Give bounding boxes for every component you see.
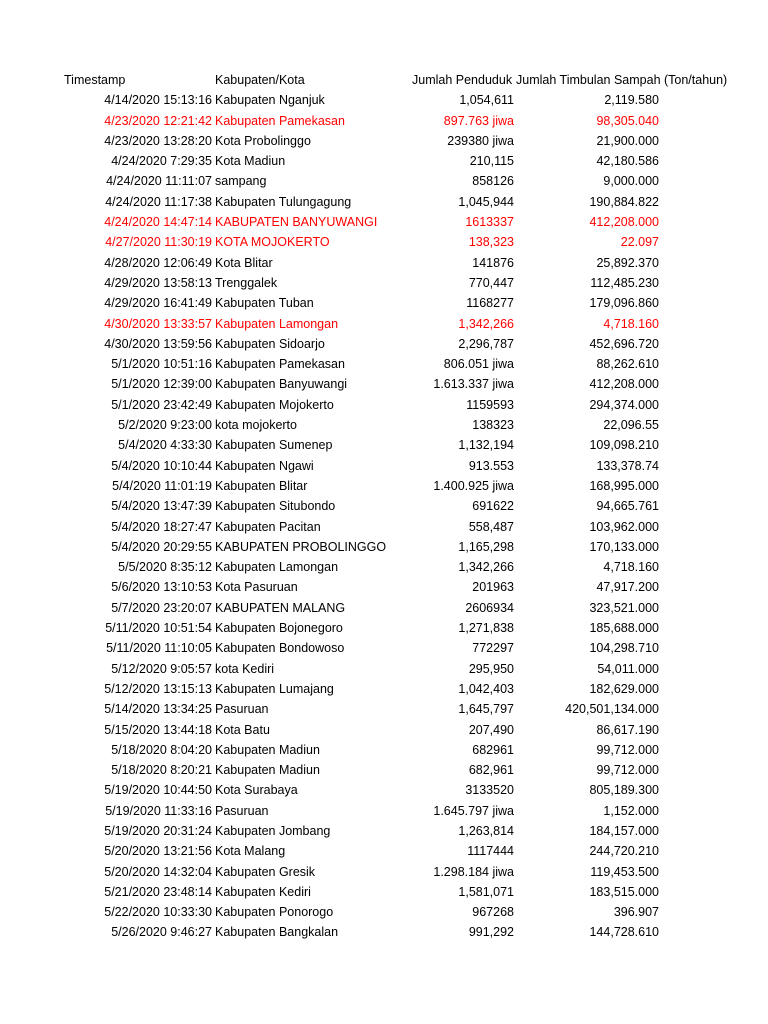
cell-kabupaten: Kabupaten Blitar (215, 478, 308, 493)
cell-sampah: 86,617.190 (596, 722, 659, 737)
cell-sampah: 294,374.000 (589, 397, 659, 412)
table-row (0, 577, 768, 597)
table-row (0, 293, 768, 313)
cell-jumlah-penduduk: 1.400.925 jiwa (433, 478, 514, 493)
cell-jumlah-penduduk: 1,165,298 (458, 539, 514, 554)
cell-timestamp: 4/24/2020 11:17:38 (105, 194, 212, 209)
cell-sampah: 179,096.860 (589, 296, 659, 311)
cell-timestamp: 5/11/2020 11:10:05 (106, 641, 212, 656)
cell-sampah: 21,900.000 (596, 133, 659, 148)
table-row (0, 253, 768, 273)
cell-timestamp: 4/23/2020 12:21:42 (104, 113, 212, 128)
cell-jumlah-penduduk: 3133520 (465, 783, 514, 798)
cell-jumlah-penduduk: 682961 (472, 742, 514, 757)
cell-timestamp: 5/26/2020 9:46:27 (111, 925, 212, 940)
cell-timestamp: 5/4/2020 18:27:47 (111, 519, 212, 534)
cell-sampah: 184,157.000 (589, 823, 659, 838)
cell-sampah: 104,298.710 (589, 641, 659, 656)
cell-jumlah-penduduk: 770,447 (468, 275, 514, 290)
cell-jumlah-penduduk: 967268 (472, 905, 514, 920)
cell-jumlah-penduduk: 1,342,266 (458, 560, 514, 575)
cell-jumlah-penduduk: 138323 (472, 418, 514, 433)
cell-timestamp: 5/4/2020 4:33:30 (118, 438, 212, 453)
cell-timestamp: 5/4/2020 20:29:55 (111, 539, 212, 554)
table-row (0, 314, 768, 334)
header-timestamp: Timestamp (64, 73, 126, 87)
cell-timestamp: 5/4/2020 11:01:19 (112, 478, 212, 493)
cell-jumlah-penduduk: 239380 jiwa (447, 133, 514, 148)
cell-sampah: 4,718.160 (603, 560, 659, 575)
table-row (0, 841, 768, 861)
cell-jumlah-penduduk: 772297 (472, 641, 514, 656)
cell-jumlah-penduduk: 1,042,403 (458, 681, 514, 696)
table-row (0, 638, 768, 658)
cell-jumlah-penduduk: 1,645,797 (458, 702, 514, 717)
cell-jumlah-penduduk: 806.051 jiwa (443, 357, 514, 372)
cell-timestamp: 5/14/2020 13:34:25 (104, 702, 212, 717)
table-row (0, 598, 768, 618)
cell-timestamp: 5/22/2020 10:33:30 (104, 905, 212, 920)
cell-kabupaten: kota Kediri (215, 661, 275, 676)
cell-jumlah-penduduk: 1,342,266 (458, 316, 514, 331)
cell-kabupaten: KABUPATEN PROBOLINGGO (215, 539, 387, 554)
table-row (0, 354, 768, 374)
cell-kabupaten: Kabupaten Gresik (215, 864, 316, 879)
cell-sampah: 99,712.000 (596, 763, 659, 778)
cell-sampah: 168,995.000 (589, 478, 659, 493)
cell-sampah: 98,305.040 (596, 113, 659, 128)
cell-kabupaten: Kabupaten Mojokerto (215, 397, 334, 412)
cell-timestamp: 5/1/2020 12:39:00 (111, 377, 212, 392)
cell-timestamp: 4/28/2020 12:06:49 (104, 255, 212, 270)
cell-jumlah-penduduk: 1,263,814 (458, 823, 514, 838)
cell-timestamp: 5/18/2020 8:04:20 (111, 742, 212, 757)
cell-jumlah-penduduk: 558,487 (468, 519, 514, 534)
cell-sampah: 25,892.370 (596, 255, 659, 270)
cell-timestamp: 4/24/2020 11:11:07 (106, 174, 212, 189)
table-row (0, 171, 768, 191)
table-row (0, 902, 768, 922)
cell-timestamp: 5/19/2020 20:31:24 (104, 823, 212, 838)
cell-timestamp: 4/30/2020 13:59:56 (104, 336, 212, 351)
cell-kabupaten: Kota Blitar (215, 255, 273, 270)
cell-jumlah-penduduk: 858126 (472, 174, 514, 189)
cell-kabupaten: Kabupaten Banyuwangi (215, 377, 348, 392)
cell-sampah: 1,152.000 (603, 803, 659, 818)
cell-sampah: 244,720.210 (589, 844, 659, 859)
cell-sampah: 185,688.000 (589, 621, 659, 636)
cell-sampah: 54,011.000 (597, 661, 659, 676)
table-row (0, 496, 768, 516)
cell-sampah: 99,712.000 (596, 742, 659, 757)
header-row (0, 70, 768, 90)
table-row (0, 740, 768, 760)
cell-sampah: 22,096.55 (603, 418, 659, 433)
cell-timestamp: 5/19/2020 10:44:50 (104, 783, 212, 798)
cell-timestamp: 5/12/2020 9:05:57 (111, 661, 212, 676)
table-row (0, 801, 768, 821)
header-jumlah-penduduk: Jumlah Penduduk (412, 73, 513, 87)
cell-kabupaten: Trenggalek (215, 275, 278, 290)
cell-timestamp: 5/6/2020 13:10:53 (111, 580, 212, 595)
cell-kabupaten: Kabupaten Bondowoso (215, 641, 345, 656)
cell-jumlah-penduduk: 1159593 (466, 397, 514, 412)
cell-kabupaten: Kabupaten Bojonegoro (215, 621, 343, 636)
cell-sampah: 183,515.000 (589, 884, 659, 899)
cell-timestamp: 4/30/2020 13:33:57 (104, 316, 212, 331)
cell-jumlah-penduduk: 295,950 (468, 661, 514, 676)
cell-jumlah-penduduk: 1613337 (465, 215, 514, 230)
table-row (0, 476, 768, 496)
cell-kabupaten: kota mojokerto (215, 418, 297, 433)
cell-kabupaten: Kabupaten Sumenep (215, 438, 333, 453)
header-kabupaten: Kabupaten/Kota (215, 73, 305, 87)
cell-sampah: 42,180.586 (596, 154, 659, 169)
cell-jumlah-penduduk: 1.298.184 jiwa (433, 864, 514, 879)
cell-sampah: 9,000.000 (603, 174, 659, 189)
table-row (0, 537, 768, 557)
cell-kabupaten: Kabupaten Tulungagung (215, 194, 352, 209)
table-row (0, 922, 768, 942)
table-row (0, 720, 768, 740)
cell-kabupaten: Kabupaten Jombang (215, 823, 331, 838)
cell-timestamp: 4/29/2020 13:58:13 (104, 275, 212, 290)
cell-kabupaten: KABUPATEN MALANG (215, 600, 346, 615)
table-row (0, 273, 768, 293)
table-row (0, 862, 768, 882)
cell-sampah: 144,728.610 (589, 925, 659, 940)
table-row (0, 882, 768, 902)
cell-jumlah-penduduk: 207,490 (468, 722, 514, 737)
cell-timestamp: 5/11/2020 10:51:54 (105, 621, 212, 636)
cell-kabupaten: Kabupaten Bangkalan (215, 925, 339, 940)
cell-sampah: 190,884.822 (589, 194, 659, 209)
cell-sampah: 94,665.761 (596, 499, 659, 514)
cell-sampah: 47,917.200 (596, 580, 659, 595)
table-row (0, 415, 768, 435)
cell-kabupaten: Kabupaten Madiun (215, 742, 320, 757)
cell-jumlah-penduduk: 897.763 jiwa (443, 113, 514, 128)
cell-timestamp: 5/5/2020 8:35:12 (118, 560, 212, 575)
cell-sampah: 170,133.000 (589, 539, 659, 554)
cell-jumlah-penduduk: 1168277 (466, 296, 514, 311)
cell-sampah: 412,208.000 (589, 215, 659, 230)
cell-kabupaten: sampang (215, 174, 267, 189)
cell-sampah: 412,208.000 (589, 377, 659, 392)
table-row (0, 192, 768, 212)
table-body (0, 90, 768, 942)
table-row (0, 618, 768, 638)
table-row (0, 435, 768, 455)
cell-sampah: 420,501,134.000 (565, 702, 659, 717)
table-row (0, 821, 768, 841)
cell-kabupaten: KOTA MOJOKERTO (215, 235, 330, 250)
table-row (0, 232, 768, 252)
table-row (0, 557, 768, 577)
cell-timestamp: 5/20/2020 14:32:04 (104, 864, 212, 879)
cell-sampah: 109,098.210 (589, 438, 659, 453)
header-sampah: Jumlah Timbulan Sampah (Ton/tahun) (516, 73, 728, 87)
cell-timestamp: 5/20/2020 13:21:56 (104, 844, 212, 859)
cell-timestamp: 5/4/2020 10:10:44 (111, 458, 212, 473)
cell-sampah: 112,485.230 (590, 275, 659, 290)
cell-timestamp: 5/1/2020 10:51:16 (111, 357, 212, 372)
cell-jumlah-penduduk: 1.645.797 jiwa (433, 803, 514, 818)
cell-kabupaten: Kabupaten Pacitan (215, 519, 321, 534)
cell-jumlah-penduduk: 991,292 (468, 925, 514, 940)
cell-jumlah-penduduk: 1117444 (467, 844, 514, 859)
cell-timestamp: 4/27/2020 11:30:19 (105, 235, 212, 250)
cell-kabupaten: Kabupaten Pamekasan (215, 113, 345, 128)
cell-timestamp: 4/14/2020 15:13:16 (104, 93, 212, 108)
cell-sampah: 22.097 (620, 235, 659, 250)
cell-kabupaten: Kota Batu (215, 722, 270, 737)
table-row (0, 212, 768, 232)
cell-kabupaten: Kabupaten Lumajang (215, 681, 334, 696)
cell-kabupaten: Kota Surabaya (215, 783, 298, 798)
table-row (0, 334, 768, 354)
cell-timestamp: 4/24/2020 14:47:14 (104, 215, 212, 230)
cell-kabupaten: Kota Madiun (215, 154, 286, 169)
cell-jumlah-penduduk: 2606934 (465, 600, 514, 615)
cell-sampah: 4,718.160 (603, 316, 659, 331)
cell-sampah: 452,696.720 (589, 336, 659, 351)
cell-jumlah-penduduk: 210,115 (469, 154, 514, 169)
cell-jumlah-penduduk: 201963 (472, 580, 514, 595)
cell-jumlah-penduduk: 1,045,944 (458, 194, 514, 209)
cell-timestamp: 5/19/2020 11:33:16 (105, 803, 212, 818)
cell-sampah: 396.907 (613, 905, 659, 920)
cell-kabupaten: Kota Probolinggo (215, 133, 311, 148)
cell-kabupaten: KABUPATEN BANYUWANGI (215, 215, 378, 230)
cell-sampah: 182,629.000 (589, 681, 659, 696)
table-row (0, 659, 768, 679)
cell-kabupaten: Pasuruan (215, 803, 269, 818)
cell-kabupaten: Kabupaten Madiun (215, 763, 320, 778)
cell-kabupaten: Kota Pasuruan (215, 580, 298, 595)
cell-timestamp: 5/21/2020 23:48:14 (104, 884, 212, 899)
table-row (0, 456, 768, 476)
cell-kabupaten: Kabupaten Nganjuk (215, 93, 325, 108)
cell-kabupaten: Kabupaten Tuban (215, 296, 314, 311)
cell-jumlah-penduduk: 138,323 (468, 235, 514, 250)
cell-timestamp: 4/29/2020 16:41:49 (104, 296, 212, 311)
cell-jumlah-penduduk: 1,271,838 (458, 621, 514, 636)
table-row (0, 131, 768, 151)
cell-kabupaten: Kabupaten Lamongan (215, 560, 339, 575)
cell-kabupaten: Kabupaten Ponorogo (215, 905, 334, 920)
cell-kabupaten: Pasuruan (215, 702, 269, 717)
cell-kabupaten: Kabupaten Situbondo (215, 499, 336, 514)
cell-timestamp: 5/1/2020 23:42:49 (111, 397, 212, 412)
table-row (0, 111, 768, 131)
cell-sampah: 119,453.500 (590, 864, 659, 879)
table-row (0, 151, 768, 171)
cell-timestamp: 5/2/2020 9:23:00 (118, 418, 212, 433)
cell-kabupaten: Kabupaten Ngawi (215, 458, 314, 473)
cell-timestamp: 5/18/2020 8:20:21 (111, 763, 212, 778)
table-row (0, 679, 768, 699)
cell-kabupaten: Kabupaten Kediri (215, 884, 311, 899)
cell-timestamp: 5/4/2020 13:47:39 (111, 499, 212, 514)
table-row (0, 517, 768, 537)
cell-kabupaten: Kabupaten Pamekasan (215, 357, 345, 372)
spreadsheet-table (0, 70, 768, 943)
cell-timestamp: 4/23/2020 13:28:20 (104, 133, 212, 148)
table-row (0, 395, 768, 415)
table-row (0, 760, 768, 780)
cell-timestamp: 5/7/2020 23:20:07 (111, 600, 212, 615)
cell-kabupaten: Kabupaten Lamongan (215, 316, 339, 331)
cell-jumlah-penduduk: 1,132,194 (458, 438, 514, 453)
cell-timestamp: 5/12/2020 13:15:13 (104, 681, 212, 696)
cell-jumlah-penduduk: 2,296,787 (458, 336, 514, 351)
cell-jumlah-penduduk: 1.613.337 jiwa (433, 377, 514, 392)
cell-kabupaten: Kota Malang (215, 844, 286, 859)
cell-jumlah-penduduk: 141876 (472, 255, 514, 270)
table-row (0, 780, 768, 800)
cell-sampah: 103,962.000 (589, 519, 659, 534)
cell-jumlah-penduduk: 682,961 (468, 763, 514, 778)
table-row (0, 699, 768, 719)
cell-sampah: 323,521.000 (589, 600, 659, 615)
table-row (0, 90, 768, 110)
cell-jumlah-penduduk: 913.553 (468, 458, 514, 473)
cell-jumlah-penduduk: 1,054,611 (459, 93, 514, 108)
cell-sampah: 805,189.300 (589, 783, 659, 798)
cell-kabupaten: Kabupaten Sidoarjo (215, 336, 325, 351)
table-row (0, 374, 768, 394)
cell-sampah: 2,119.580 (604, 93, 659, 108)
cell-jumlah-penduduk: 1,581,071 (458, 884, 514, 899)
cell-timestamp: 5/15/2020 13:44:18 (104, 722, 212, 737)
cell-jumlah-penduduk: 691622 (472, 499, 514, 514)
cell-sampah: 88,262.610 (596, 357, 659, 372)
cell-timestamp: 4/24/2020 7:29:35 (111, 154, 212, 169)
cell-sampah: 133,378.74 (596, 458, 659, 473)
